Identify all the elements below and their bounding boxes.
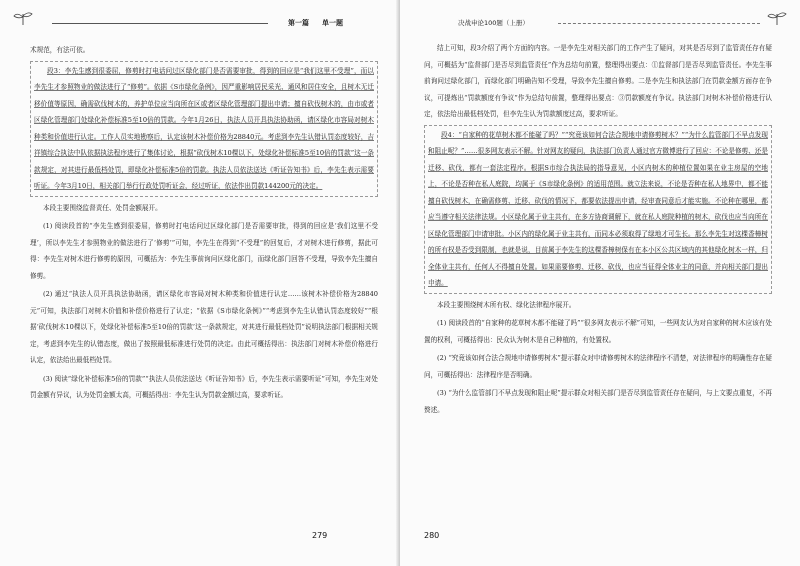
paragraph: (1) 阅读段首的“李先生感到很委屈，修剪时打电话问过区绿化部门是否需要审批，得到的回应是‘我们这里不受理’，所以李先生才参照物业的做法进行了‘修剪’”可知，李先生在得到“不受理”的回复后，才对树木进行修剪，据此可得：李先生对树木进行修剪的原因，可概括为：李先生事前询问区绿化部门，而绿化部门回答不受理，导致李先生擅自修剪。 — [30, 222, 378, 280]
right-page-body — [424, 40, 772, 420]
header-section: 单一题 — [322, 19, 343, 27]
sprout-icon — [766, 10, 788, 26]
source-paragraph: 段4：“自家种的花草树木都不能碰了吗？”“究竟该如何合法合规地申请修剪树木？”“为什么监管部门不早点发现和阻止呢？”……很多网友表示不解。针对网友的疑问，执法部门负责人通过官方微博进行了回应：不论是修剪、还是迁移、砍伐，都有一套法定程序。根据S市综合执法局的指导意见，小区内树木的种植位置如果在业主房屋的空地上，不论是否种在私人庭院，均属于《S市绿化条例》的适用范围。就立法来说，不论是否种在私人地界中，都不能擅自砍伐树木，在确需修剪、迁移、砍伐的情况下，都要依法提出申请，经审查同意后才能实施。不论种在哪里，都应当遵守相关法律法规。小区绿化属于业主共有，在多方协商调解下，就在私人庭院种植的树木，砍伐也应当向所在区绿化管理部门申请审批。小区内的绿化属于业主共有，而同本必须取得了绿地才可生长。那么李先生对这棵香樟树的所有权是否受到限制，也就是说，目前属于李先生的这棵香樟树保有在本小区公共区域内的其他绿化树木一样，归全体业主共有，任何人不得擅自处置。如果需要修剪、迁移、砍伐，也应当征得全体业主的同意，并向相关部门提出申请。 — [424, 125, 772, 294]
paragraph: (1) 阅读段首的“自家种的花草树木都不能碰了吗”“很多网友表示不解”可知，一些网友认为对自家种的树木应该有处置的权利，可概括得出：民众认为树木是自己种植的，有处置权。 — [424, 319, 772, 344]
paragraph: 结上可知，段3介绍了两个方面的内容。一是李先生对相关部门的工作产生了疑问，对其是否尽到了监管责任存有疑问，可概括为“监督部门是否尽到监管责任”作为总结句前置，整理得出要点：①监督部门是否尽到监管责任。李先生事前询问过绿化部门，而绿化部门明确告知不受理，导致李先生擅自修剪。二是李先生和执法部门在罚款金额方面存在争议，可提炼出“罚款额度有争议”作为总结句前置，整理得出要点：③罚款额度有争议。执法部门对树木补偿价格进行认定，依法给出最低档处罚，但李先生认为罚款额度过高，要求听证。 — [424, 44, 772, 118]
header-rule — [52, 23, 268, 24]
left-page-body — [30, 42, 378, 406]
header-part: 第一篇 — [288, 19, 309, 27]
paragraph: 本段主要围绕监督责任、处罚金额展开。 — [43, 203, 162, 212]
page-number: 280 — [424, 531, 440, 540]
header-book-title: 决战申论100题（上册） — [458, 19, 529, 27]
paragraph: (2) 通过“执法人员开具执法协助函，请区绿化市容局对树木种类和价值进行认定……该树木补偿价格为28840元”可知，执法部门对树木价值和补偿价格进行了认定；“依据《S市绿化条例》”“考虑到李先生认错认罚态度较好”“根据‘砍伐树木10棵以下，处绿化补偿标准5至10倍的罚款’这一条款规定，对其进行最低档处罚”说明执法部门根据相关规定，考虑到李先生的认错态度，做出了按照最低标准进行处罚的决定。由此可概括得出：执法部门对树木补偿价格进行认定，依法给出最低档处罚。 — [30, 290, 378, 364]
left-page-header — [12, 10, 396, 26]
paragraph: 术规范，有法可依。 — [30, 46, 90, 54]
paragraph: (2) “究竟该如何合法合规地申请修剪树木”提示群众对申请修剪树木的法律程序不清楚，对法律程序的明确性存在疑问，可概括得出：法律程序是否明确。 — [424, 354, 772, 379]
right-page-header — [406, 10, 788, 26]
paragraph: 本段主要围绕树木所有权、绿化法律程序展开。 — [437, 300, 576, 309]
source-paragraph: 段3：李先生感到很委屈，修剪时打电话问过区绿化部门是否需要审批，得到的回应是“我们这里不受理”，而以李先生才参照物业的做法进行了“修剪”。依据《S市绿化条例》，因严重影响居民采光、通风和居住安全，且树木无迁移价值等原因，确需砍伐树木的，养护单位应当向所在区或者区绿化管理部门提出申请；擅自砍伐树木的，由市或者区绿化管理部门处绿化补偿标准5至10倍的罚款。今年1月26日，执法人员开具执法协助函，请区绿化市容局对树木种类和价值进行认定。工作人员实地勘察后，认定该树木补偿价格为28840元。考虑到李先生认错认罚态度较好，吉祥镇综合执法中队依据执法程序进行了集体讨论，根据“砍伐树木10棵以下，处绿化补偿标准5至10倍的罚款”这一条款规定，对其进行最低档处罚，即绿化补偿标准5倍的罚款。执法人员依法送达《听证告知书》后，李先生表示需要听证。今年3月10日，相关部门举行行政处罚听证会，经过听证，依法作出罚款144200元的决定。 — [30, 61, 378, 197]
page-number: 279 — [312, 531, 328, 540]
paragraph: (3) 阅读“绿化补偿标准5倍的罚款”“执法人员依法送达《听证告知书》后，李先生表示需要听证”可知，李先生对处罚金额有异议，认为处罚金额太高，可概括得出：李先生认为罚款金额过高，要求听证。 — [30, 374, 378, 399]
header-rule — [558, 23, 760, 24]
sprout-icon — [12, 10, 34, 26]
right-page — [400, 0, 800, 566]
paragraph: (3) “为什么监管部门不早点发现和阻止呢”提示群众对相关部门是否尽到监管责任存在疑问，与上文要点重复，不再赘述。 — [424, 389, 772, 414]
